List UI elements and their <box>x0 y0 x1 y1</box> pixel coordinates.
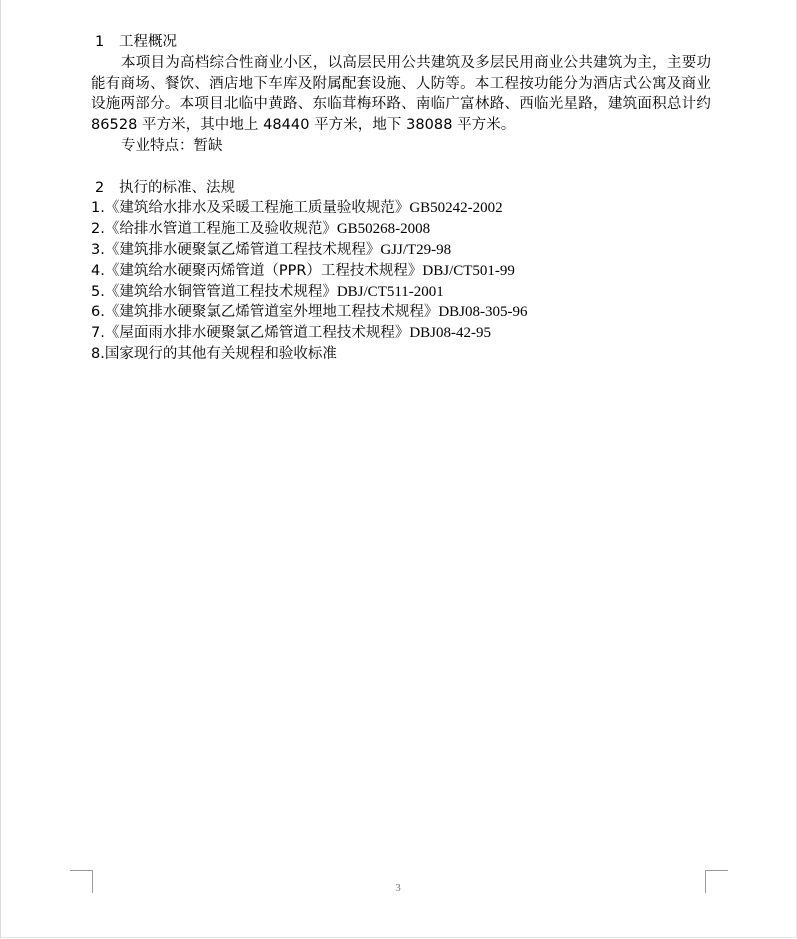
section-1-number: 1 <box>95 34 105 50</box>
standard-code: GJJ/T29-98 <box>380 241 452 258</box>
page-corner-mark-right <box>705 870 728 893</box>
section-2-title: 执行的标准、法规 <box>119 179 235 196</box>
standard-name: 4.《建筑给水硬聚丙烯管道（PPR）工程技术规程》 <box>91 262 423 279</box>
standard-item-2 <box>91 219 711 240</box>
standard-name: 5.《建筑给水铜管管道工程技术规程》 <box>91 283 337 300</box>
standard-item-3 <box>91 240 711 261</box>
standard-item-8: 8.国家现行的其他有关规程和验收标准 <box>91 345 337 362</box>
page-corner-mark-left <box>70 870 93 893</box>
section-1-title: 工程概况 <box>119 34 177 50</box>
standard-item-6 <box>91 302 711 323</box>
standard-code: GB50242-2002 <box>409 200 503 217</box>
section-2-number: 2 <box>95 179 105 196</box>
standard-name: 2.《给排水管道工程施工及验收规范》 <box>91 221 337 238</box>
standard-code: DBJ/CT511-2001 <box>336 283 444 300</box>
standard-item-7 <box>91 323 711 344</box>
standard-code: DBJ08-42-95 <box>409 325 492 342</box>
document-body <box>91 32 711 365</box>
standard-item-4 <box>91 261 711 282</box>
project-overview-paragraph: 本项目为高档综合性商业小区，以高层民用公共建筑及多层民用商业公共建筑为主，主要功能有商场、餐饮、酒店地下车库及附属配套设施、人防等。本工程按功能分为酒店式公寓及商业设施两部分。本项目北临中黄路、东临茸梅环路、南临广富林路、西临光星路，建筑面积总计约 86528 平方米，其中地上 48440 平方米，地下 38088 平方米。 <box>91 54 711 134</box>
professional-features: 专业特点：暂缺 <box>121 137 223 154</box>
standard-code: DBJ08-305-96 <box>438 304 528 321</box>
standard-name: 6.《建筑排水硬聚氯乙烯管道室外埋地工程技术规程》 <box>91 304 439 321</box>
page-number: 3 <box>395 882 401 894</box>
standard-item-1 <box>91 198 711 219</box>
section-2-heading <box>91 178 711 199</box>
section-1-heading <box>91 32 711 53</box>
standards-list <box>91 198 711 364</box>
standard-name: 7.《屋面雨水排水硬聚氯乙烯管道工程技术规程》 <box>91 325 410 342</box>
standard-code: GB50268-2008 <box>336 221 431 238</box>
standard-code: DBJ/CT501-99 <box>422 262 515 279</box>
standard-name: 3.《建筑排水硬聚氯乙烯管道工程技术规程》 <box>91 241 381 258</box>
blank-line <box>91 157 711 178</box>
standard-name: 1.《建筑给水排水及采暖工程施工质量验收规范》 <box>91 200 410 217</box>
standard-item-5 <box>91 282 711 303</box>
